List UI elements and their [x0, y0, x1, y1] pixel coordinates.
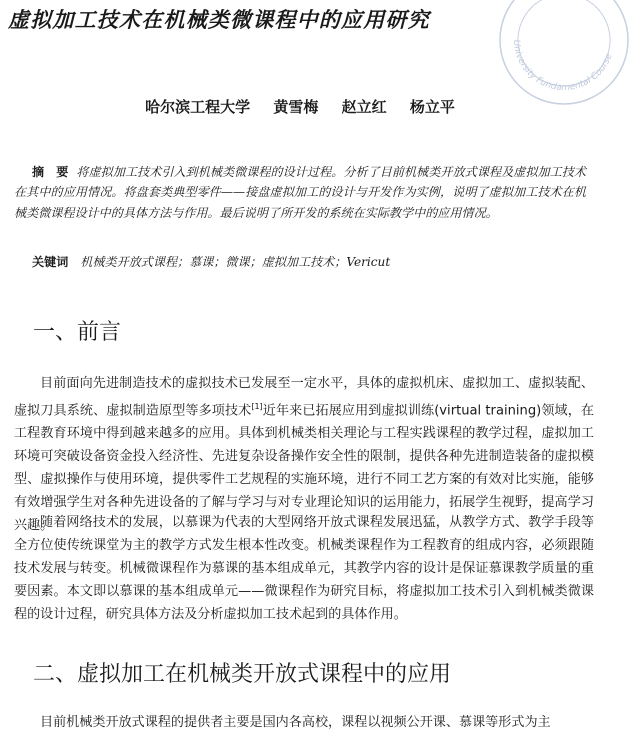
- paper-title: 虚拟加工技术在机械类微课程中的应用研究: [8, 7, 430, 32]
- author-affiliation: 哈尔滨工程大学: [145, 98, 251, 116]
- author-line: [0, 96, 600, 117]
- section-heading-1: 一、前言: [33, 320, 122, 345]
- para2-text: 随着网络技术的发展，以慕课为代表的大型网络开放式课程发展迅猛，从教学方式、教学手段等全方位使传统课堂为主的教学方式发生根本性改变。机械类课程作为工程教育的组成内容，必须跟随技术发展与转变。机械微课程作为慕课的基本组成单元，其教学内容的设计是保证慕课教学质量的重要因素。本文即以慕课的基本组成单元——微课程作为研究目标，将虚拟加工技术引入到机械类微课程的设计过程，研究具体方法及分析虚拟加工技术起到的具体作用。: [14, 515, 594, 622]
- author-name: 黄雪梅: [273, 98, 319, 116]
- body-paragraph-3: [14, 711, 594, 734]
- body-paragraph-2: [14, 511, 594, 626]
- keywords-text: 机械类开放式课程；慕课；微课；虚拟加工技术；Vericut: [80, 255, 391, 269]
- citation-ref: [1]: [251, 402, 263, 411]
- section-heading-2: 二、虚拟加工在机械类开放式课程中的应用: [33, 662, 452, 687]
- para1-text-a: 目前面向先进制造技术的虚拟技术已发展至一定水平，具体的虚拟机床、虚拟加工、虚拟装配、虚拟刀具系统、虚拟制造原型等多项技术: [14, 376, 594, 419]
- author-name: 杨立平: [409, 98, 455, 116]
- abstract: [14, 162, 586, 223]
- abstract-text: 将虚拟加工技术引入到机械类微课程的设计过程。分析了目前机械类开放式课程及虚拟加工技术在其中的应用情况。将盘套类典型零件——接盘虚拟加工的设计与开发作为实例，说明了虚拟加工技术在机械类微课程设计中的具体方法与作用。最后说明了所开发的系统在实际教学中的应用情况。: [14, 165, 586, 220]
- author-name: 赵立红: [341, 98, 387, 116]
- abstract-label: 摘 要: [32, 165, 69, 179]
- para3-text: 目前机械类开放式课程的提供者主要是国内各高校，课程以视频公开课、慕课等形式为主: [40, 715, 551, 730]
- keywords-label: 关键词: [32, 255, 69, 269]
- keywords: [32, 253, 592, 270]
- para1-text-b: 近年来已拓展应用到虚拟训练(virtual training)领域，在工程教育环境中得到越来越多的应用。具体到机械类相关理论与工程实践课程的教学过程，虚拟加工环境可突破设备资金投入经济性、先进复杂设备操作安全性的限制，提供各种先进制造装备的虚拟模型、虚拟操作与使用环境，提供零件工艺规程的实施环境，进行不同工艺方案的有效对比实施，能够有效增强学生对各种先进设备的了解与学习与对专业理论知识的运用能力，拓展学生视野，提高学习兴趣。: [14, 403, 594, 534]
- svg-text:University Fundamental Course: University Fundamental Course: [510, 39, 615, 94]
